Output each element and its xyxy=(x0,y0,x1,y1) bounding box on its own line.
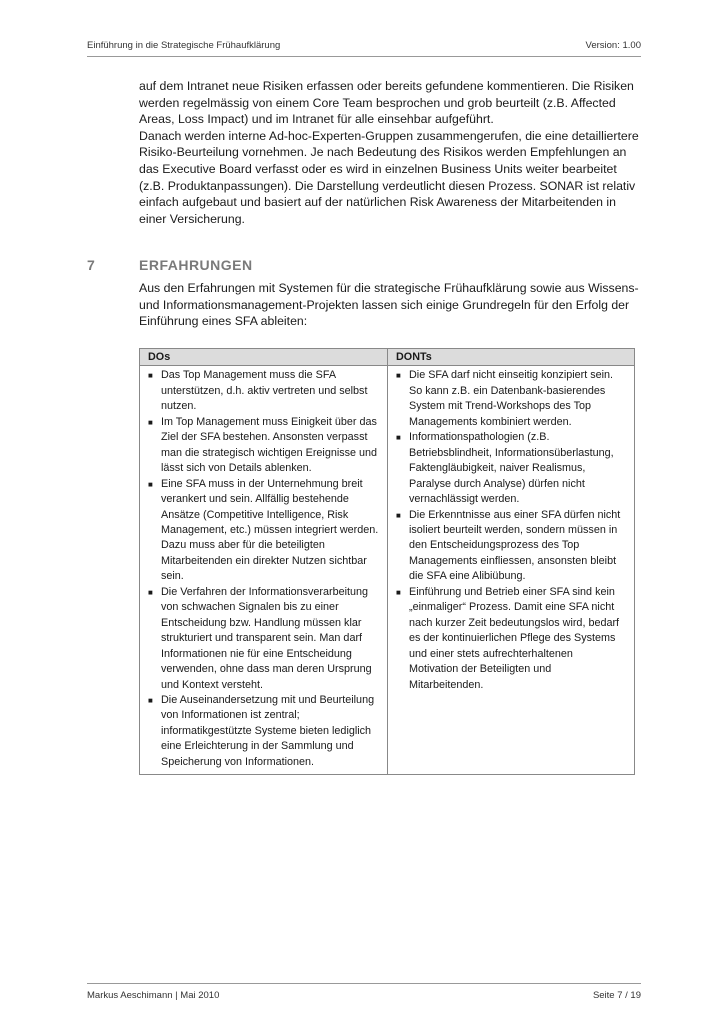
section-line: Aus den Erfahrungen mit Systemen für die strategische Frühaufklärung sowie aus Wissens- xyxy=(139,281,639,295)
item-line: von Informationen ist zentral; xyxy=(161,709,300,722)
intro-line: auf dem Intranet neue Risiken erfassen oder bereits gefundene kommentieren. Die Risiken xyxy=(139,79,634,93)
item-line: Speicherung von Informationen. xyxy=(161,755,315,768)
section-heading: ERFAHRUNGEN xyxy=(139,257,253,273)
footer-author: Markus Aeschimann | Mai 2010 xyxy=(87,990,220,1001)
item-line: Im Top Management muss Einigkeit über das xyxy=(161,415,377,428)
item-line: Dazu muss aber für die beteiligten xyxy=(161,539,325,552)
item-line: und einer stets aufrechterhaltenen xyxy=(409,647,573,660)
section-number: 7 xyxy=(87,257,95,273)
dos-list xyxy=(145,368,383,770)
item-line: Managements einfliessen, ansonsten bleibt xyxy=(409,554,617,567)
item-line: Die Verfahren der Informationsverarbeitung xyxy=(161,585,369,598)
item-line: Motivation der Beteiligten und xyxy=(409,663,552,676)
section-line: Einführung eines SFA ableiten: xyxy=(139,314,308,329)
intro-line: Risiko-Beurteilung vornehmen. Je nach Bedeutung des Risikos werden Empfehlungen an xyxy=(139,145,627,160)
bullet-icon: ■ xyxy=(396,371,401,381)
item-line: Ziel der SFA bestehen. Ansonsten verpasst xyxy=(161,431,368,444)
item-line: isoliert beurteilt werden, sondern müssen in xyxy=(409,523,618,536)
item-line: Informationspathologien (z.B. xyxy=(409,431,550,444)
intro-line: einfach aufgebaut und basiert auf der natürlichen Risk Awareness der Mitarbeitenden in xyxy=(139,195,616,210)
donts-list xyxy=(393,368,630,693)
item-line: Management, etc.) müssen integriert werden. xyxy=(161,523,379,536)
item-line: System mit Trend-Workshops des Top xyxy=(409,400,592,413)
donts-item xyxy=(393,430,630,507)
item-line: unterstützen, d.h. aktiv vertreten und selbst xyxy=(161,384,368,397)
intro-line: Danach werden interne Ad-hoc-Experten-Gruppen zusammengerufen, die eine detailliertere xyxy=(139,128,639,143)
item-line: sein. xyxy=(161,570,184,583)
item-line: Die SFA darf nicht einseitig konzipiert sein. xyxy=(409,369,614,382)
intro-line: (z.B. Produktanpassungen). Die Darstellung verdeutlicht diesen Prozess. SONAR ist relativ xyxy=(139,178,636,193)
dos-cell xyxy=(140,366,388,775)
item-line: Informationen nie für eine Entscheidung xyxy=(161,647,352,660)
intro-line: werden regelmässig von einem Core Team besprochen und grob beurteilt (z.B. Affected xyxy=(139,95,616,110)
donts-item xyxy=(393,585,630,693)
item-line: Betriebsblindheit, Informationsüberlastung, xyxy=(409,446,614,459)
item-line: nach kurzer Zeit bedeutungslos wird, bedarf xyxy=(409,616,620,629)
page-header xyxy=(87,40,641,57)
section-paragraph xyxy=(139,280,644,330)
bullet-icon: ■ xyxy=(396,433,401,443)
item-line: Ansätze (Competitive Intelligence, Risk xyxy=(161,508,349,521)
item-line: verwenden, ohne dass man deren Ursprung xyxy=(161,663,372,676)
item-line: Das Top Management muss die SFA xyxy=(161,369,337,382)
intro-line: einer Versicherung. xyxy=(139,211,245,226)
item-line: Faktengläubigkeit, naiver Realismus, xyxy=(409,462,586,475)
dos-item xyxy=(145,693,383,770)
item-line: die SFA eine Alibiübung. xyxy=(409,570,526,583)
item-line: und Kontext versteht. xyxy=(161,678,264,691)
item-line: Mitarbeitenden. xyxy=(409,678,484,691)
item-line: informatikgestützte Systeme bieten lediglich xyxy=(161,724,372,737)
intro-paragraph xyxy=(139,78,644,227)
intro-line: das Executive Board verfasst oder es wird in einzelnen Business Units weiter bearbeitet xyxy=(139,161,617,176)
document-version: Version: 1.00 xyxy=(585,40,641,51)
dos-item xyxy=(145,585,383,693)
item-line: Entscheidung bzw. Handlung müssen klar xyxy=(161,616,362,629)
page-number: Seite 7 / 19 xyxy=(592,990,641,1001)
document-title: Einführung in die Strategische Frühaufklärung xyxy=(87,40,281,51)
item-line: Eine SFA muss in der Unternehmung breit xyxy=(161,477,363,490)
item-line: Die Erkenntnisse aus einer SFA dürfen nicht xyxy=(409,508,621,521)
donts-header: DONTs xyxy=(388,349,635,366)
item-line: Mitarbeitenden ein direkter Nutzen sichtbar xyxy=(161,554,367,567)
page-footer xyxy=(87,983,641,1006)
item-line: strukturiert und transparent sein. Man darf xyxy=(161,632,363,645)
bullet-icon: ■ xyxy=(148,587,153,597)
bullet-icon: ■ xyxy=(148,371,153,381)
item-line: Einführung und Betrieb einer SFA sind kein xyxy=(409,585,615,598)
donts-item xyxy=(393,508,630,585)
bullet-icon: ■ xyxy=(148,479,153,489)
item-line: von schwachen Signalen bis zu einer xyxy=(161,601,339,614)
dos-header: DOs xyxy=(140,349,388,366)
item-line: es der kontinuierlichen Pflege des Systems xyxy=(409,632,616,645)
item-line: vernachlässigt werden. xyxy=(409,493,520,506)
item-line: den Entscheidungsprozess des Top xyxy=(409,539,580,552)
bullet-icon: ■ xyxy=(148,417,153,427)
bullet-icon: ■ xyxy=(148,695,153,705)
item-line: „einmaliger“ Prozess. Damit eine SFA nicht xyxy=(409,601,615,614)
section-line: und Informationsmanagement-Projekten lassen sich einige Grundregeln für den Erfolg der xyxy=(139,297,630,312)
dos-item xyxy=(145,477,383,585)
donts-item xyxy=(393,368,630,430)
item-line: eine Erleichterung in der Sammlung und xyxy=(161,740,354,753)
item-line: verankert und sein. Allfällig bestehende xyxy=(161,493,349,506)
bullet-icon: ■ xyxy=(396,587,401,597)
bullet-icon: ■ xyxy=(396,510,401,520)
dos-donts-table xyxy=(139,348,635,775)
item-line: lässt sich von Details ablenken. xyxy=(161,462,312,475)
intro-line: Areas, Loss Impact) und im Intranet für alle einsehbar aufgeführt. xyxy=(139,112,494,127)
item-line: Managements kombiniert werden. xyxy=(409,415,572,428)
item-line: man die strategisch wichtigen Ereignisse und xyxy=(161,446,378,459)
dos-item xyxy=(145,415,383,477)
item-line: nutzen. xyxy=(161,400,197,413)
dos-item xyxy=(145,368,383,414)
item-line: Paralyse durch Analyse) dürfen nicht xyxy=(409,477,585,490)
donts-cell xyxy=(388,366,635,775)
item-line: Die Auseinandersetzung mit und Beurteilung xyxy=(161,693,375,706)
item-line: So kann z.B. ein Datenbank-basierendes xyxy=(409,384,606,397)
